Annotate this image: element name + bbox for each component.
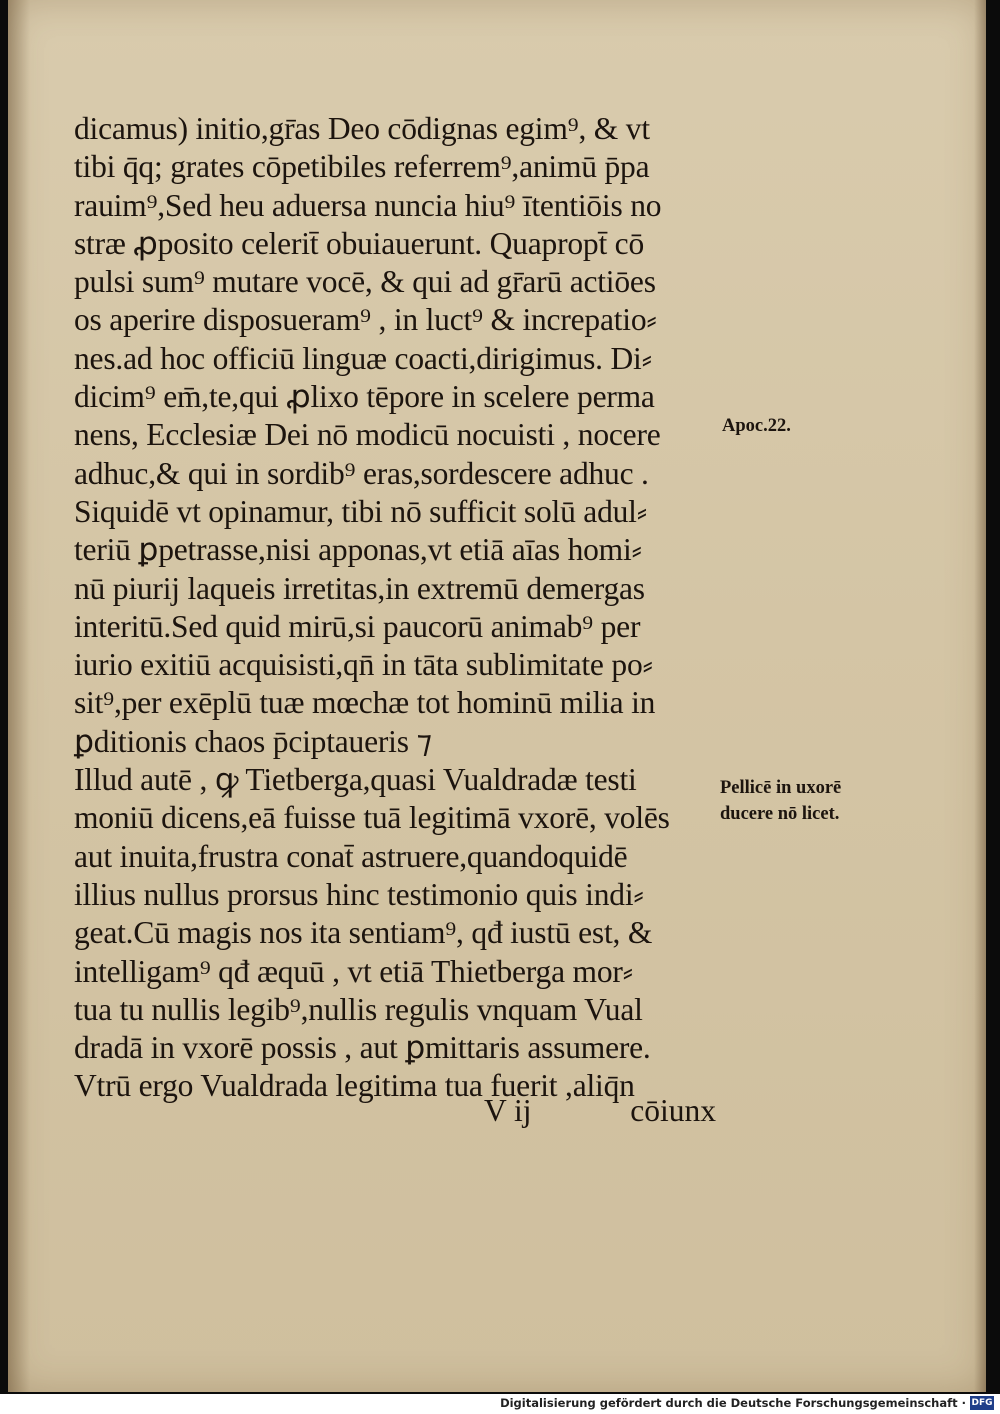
text-line: geat.Cū magis nos ita sentiam⁹, qđ iustū est, & [74, 915, 653, 951]
text-line: ꝑditionis chaos p̄ciptaueris ⁊ [74, 723, 432, 759]
text-line: tibi q̄q; grates cōpetibiles referrem⁹,animū p̄pa [74, 149, 650, 185]
page-footer [74, 1092, 724, 1130]
text-line: interitū.Sed quid mirū,si paucorū animab⁹ per [74, 608, 641, 644]
catchword: cōiunx [630, 1093, 716, 1128]
text-line: aut inuita,frustra conat̄ astruere,quandoquidē [74, 838, 628, 874]
dfg-logo-icon: DFG [971, 1398, 993, 1408]
signature-mark: V ij [484, 1093, 532, 1128]
text-line: nū piurij laqueis irretitas,in extremū demergas [74, 570, 645, 606]
margin-note-pellice-line2: ducere nō licet. [720, 804, 840, 824]
text-line: Illud autē , ꝙ Tietberga,quasi Vualdradæ testi [74, 762, 637, 798]
text-line: moniū dicens,eā fuisse tuā legitimā vxorē, volēs [74, 800, 670, 836]
text-line: nens, Ecclesiæ Dei nō modicū nocuisti , nocere [74, 417, 661, 453]
text-line: sit⁹,per exēplū tuæ mœchæ tot hominū milia in [74, 685, 656, 721]
text-line: illius nullus prorsus hinc testimonio quis indi⸗ [74, 876, 644, 912]
text-line: tua tu nullis legib⁹,nullis regulis vnquam Vual [74, 991, 643, 1027]
margin-note-pellice-line1: Pellicē in uxorē [720, 778, 842, 798]
text-line: teriū ꝑpetrasse,nisi apponas,vt etiā aīas homi⸗ [74, 532, 642, 568]
text-line: rauim⁹,Sed heu aduersa nuncia hiu⁹ ītentiōis no [74, 187, 662, 223]
text-line: os aperire disposueram⁹ , in luct⁹ & increpatio⸗ [74, 302, 657, 338]
book-page [8, 0, 986, 1392]
funding-credit: Digitalisierung gefördert durch die Deutsche Forschungsgemeinschaft · [500, 1396, 966, 1410]
text-line: Vtrū ergo Vualdrada legitima tua fuerit ,aliq̄n [74, 1068, 635, 1104]
text-line: stræ ꝓposito celerit̄ obuiauerunt. Quapropt̄ cō [74, 225, 645, 261]
text-line: dicamus) initio,gr̄as Deo cōdignas egim⁹, & vt [74, 111, 650, 146]
text-line: intelligam⁹ qđ æquū , vt etiā Thietberga mor⸗ [74, 953, 633, 989]
text-line: pulsi sum⁹ mutare vocē, & qui ad gr̄arū actiōes [74, 264, 656, 300]
margin-note-apoc: Apoc.22. [722, 416, 791, 436]
text-line: iurio exitiū acquisisti,qn̄ in tāta sublimitate po⸗ [74, 647, 653, 683]
text-line: Siquidē vt opinamur, tibi nō sufficit solū adul⸗ [74, 493, 648, 529]
text-line: nes.ad hoc officiū linguæ coacti,dirigimus. Di⸗ [74, 340, 652, 376]
text-line: dicim⁹ em̄,te,qui ꝓlixo tēpore in scelere perma [74, 379, 655, 415]
credit-bar [0, 1394, 1000, 1414]
text-line: adhuc,& qui in sordib⁹ eras,sordescere adhuc . [74, 455, 649, 491]
main-text-block [74, 110, 724, 1106]
text-line: dradā in vxorē possis , aut ꝑmittaris assumere. [74, 1030, 651, 1066]
